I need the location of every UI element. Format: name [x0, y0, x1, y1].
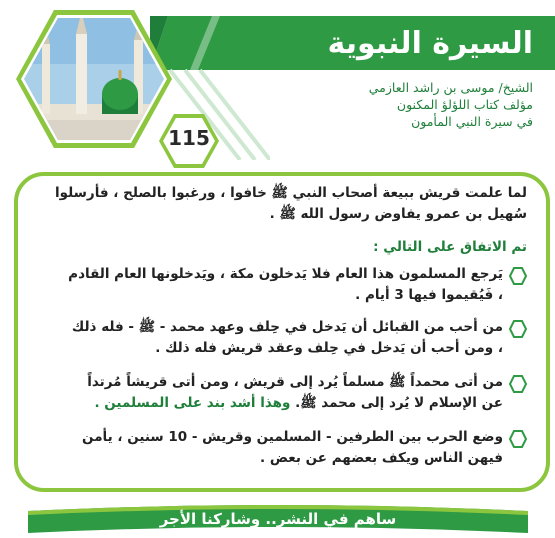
episode-number: 115	[168, 126, 210, 150]
hexagon-bullet-icon	[509, 375, 527, 393]
list-item: يَرجع المسلمون هذا العام فلا يَدخلون مكة ، ويَدخلونها العام القادم ، فَيُقيموا فيها 3 أيام .	[68, 266, 503, 303]
page-title: السيرة النبوية	[327, 26, 533, 61]
intro-paragraph: لما علمت قريش ببيعة أصحاب النبي ﷺ خافوا ، ورغبوا بالصلح ، فأرسلوا سُهيل بن عمرو يفاوض رسول الله ﷺ .	[55, 185, 527, 222]
hexagon-bullet-icon	[509, 320, 527, 338]
author-book: مؤلف كتاب اللؤلؤ المكنون	[396, 97, 533, 112]
mosque-image-hexagon	[14, 4, 174, 154]
author-block	[213, 79, 533, 130]
footer-ribbon	[28, 503, 528, 537]
hexagon-bullet-icon	[509, 267, 527, 285]
author-name: الشيخ/ موسى بن راشد العازمي	[368, 80, 533, 95]
list-item: وضع الحرب بين الطرفين - المسلمين وقريش - 10 سنين ، يأمن فيهن الناس ويكف بعضهم عن بعض .	[82, 429, 503, 466]
footer-text: ساهم في النشر.. وشاركنا الأجر	[159, 510, 397, 528]
list-item: من أحب من القبائل أن يَدخل في حِلف وعهد محمد - ﷺ - فله ذلك ، ومن أحب أن يَدخل في حِلف وعقد قريش فله ذلك .	[71, 319, 503, 356]
hexagon-bullet-icon	[509, 430, 527, 448]
author-book-subtitle: في سيرة النبي المأمون	[411, 114, 533, 129]
agreement-subheading: تم الاتفاق على التالي :	[373, 239, 527, 255]
list-item-emphasis: وهذا أشد بند على المسلمين .	[94, 395, 291, 411]
list-item	[63, 372, 503, 414]
mosque-picture	[14, 4, 174, 154]
list-item-text: من أتى محمداً ﷺ مسلماً يُرد إلى قريش ، ومن أتى قريشاً مُرتداً عن الإسلام لا يُرد إلى محمد ﷺ.	[87, 374, 503, 411]
